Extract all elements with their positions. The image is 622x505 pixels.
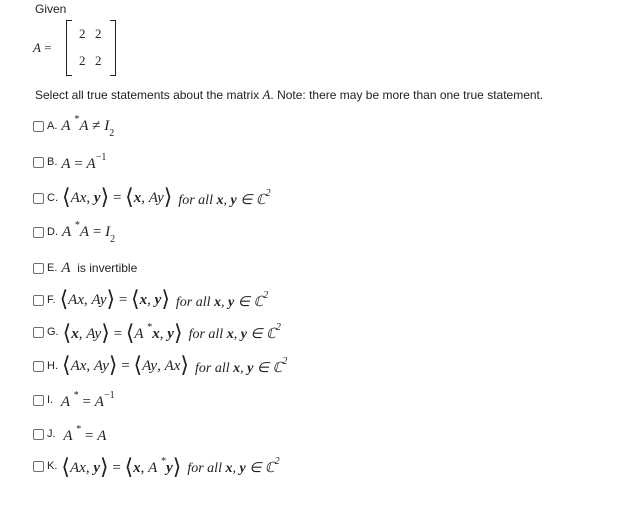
option-checkbox[interactable] (33, 327, 44, 338)
option-f[interactable] (33, 286, 269, 312)
option-letter: D. (47, 226, 58, 238)
option-statement: A * = A (63, 423, 107, 444)
option-g[interactable] (33, 320, 281, 346)
option-statement: $A = A^{-1}$ (61, 151, 107, 172)
question-prompt (35, 87, 543, 103)
option-statement: ⟨x, Ay⟩ = ⟨A *x, y⟩ (62, 320, 183, 346)
matrix-name: A (33, 40, 41, 55)
option-a[interactable] (33, 113, 115, 139)
option-h[interactable] (33, 352, 288, 378)
option-letter: J. (47, 428, 56, 440)
option-letter: E. (47, 262, 58, 274)
option-statement: A (61, 259, 71, 276)
prompt-text: Select all true statements about the matrix (35, 88, 263, 102)
left-bracket (66, 20, 72, 76)
option-checkbox[interactable] (33, 227, 44, 238)
option-letter: B. (47, 156, 58, 168)
given-label: Given (35, 2, 67, 16)
option-k[interactable] (33, 454, 280, 480)
option-statement: A $^*A = I_2$ (62, 219, 116, 245)
for-all-clause: for all x, y ∈ ℂ$^2$ (178, 187, 271, 208)
option-checkbox[interactable] (33, 121, 44, 132)
option-checkbox[interactable] (33, 263, 44, 274)
for-all-clause: for all x, y ∈ ℂ$^2$ (188, 321, 281, 342)
option-statement: A $^* = A^{-1}$ (60, 389, 115, 410)
option-checkbox[interactable] (33, 461, 44, 472)
option-c[interactable] (33, 184, 271, 210)
option-text: is invertible (70, 261, 138, 275)
matrix-cell: 2 (95, 26, 102, 41)
option-letter: K. (47, 460, 58, 472)
option-checkbox[interactable] (33, 395, 44, 406)
prompt-var: A (262, 87, 271, 102)
option-checkbox[interactable] (33, 295, 44, 306)
option-checkbox[interactable] (33, 361, 44, 372)
option-statement: ⟨Ax, Ay⟩ = ⟨x, y⟩ (59, 286, 170, 312)
for-all-clause: for all x, y ∈ ℂ$^2$ (187, 455, 280, 476)
option-letter: H. (47, 360, 58, 372)
for-all-clause: for all x, y ∈ ℂ$^2$ (175, 289, 269, 310)
option-i[interactable] (33, 390, 115, 410)
matrix-equals: = (44, 40, 52, 55)
matrix-cell: 2 (79, 53, 86, 68)
option-letter: G. (47, 326, 59, 338)
option-b[interactable] (33, 152, 106, 172)
option-checkbox[interactable] (33, 193, 44, 204)
option-letter: A. (47, 120, 58, 132)
option-statement: ⟨Ax, y⟩ = ⟨x, Ay⟩ (62, 184, 173, 210)
prompt-note: . Note: there may be more than one true statement. (270, 88, 544, 102)
option-letter: F. (47, 294, 56, 306)
option-d[interactable] (33, 219, 116, 245)
matrix-A (66, 20, 116, 76)
option-j[interactable] (33, 424, 106, 444)
option-statement: ⟨Ax, y⟩ = ⟨x, A *y⟩ (61, 454, 182, 480)
option-checkbox[interactable] (33, 429, 44, 440)
right-bracket (110, 20, 116, 76)
matrix-cell: 2 (79, 26, 86, 41)
for-all-clause: for all x, y ∈ ℂ$^2$ (195, 355, 288, 376)
matrix-label (33, 40, 52, 56)
matrix-cell: 2 (95, 53, 102, 68)
option-checkbox[interactable] (33, 157, 44, 168)
option-letter: C. (47, 192, 58, 204)
option-statement: ⟨Ax, Ay⟩ = ⟨Ay, Ax⟩ (62, 352, 189, 378)
option-e[interactable] (33, 258, 137, 278)
option-letter: I. (47, 394, 54, 406)
option-statement: A $^*A \ne I_2$ (61, 113, 115, 139)
